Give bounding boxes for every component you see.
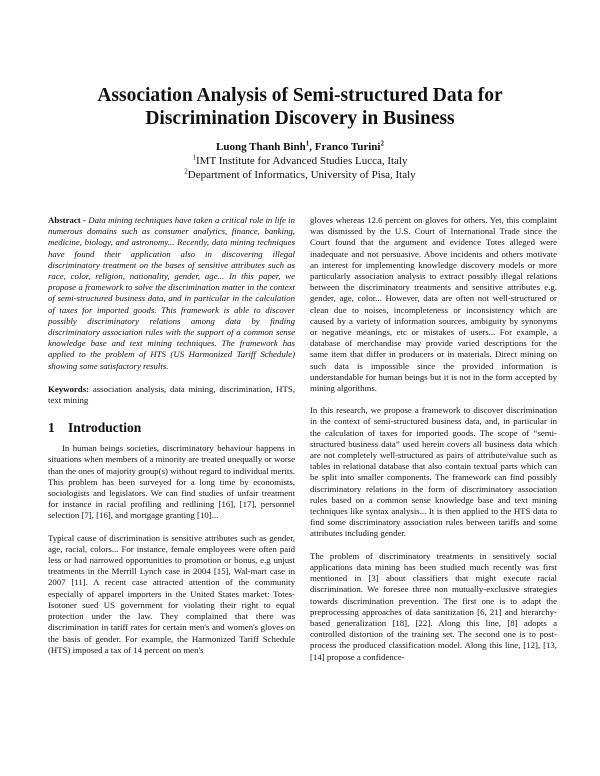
section-number: 1 bbox=[48, 420, 55, 436]
author-1: Luong Thanh Binh bbox=[216, 141, 306, 153]
intro-paragraph-4: In this research, we propose a framework to discover discrimination in the context of semi-structured business data, and, in particular in the calculation of taxes for imported goods. The scope of “semi-structured business data” used herein covers all business data which are not completely well-structured as pairs of attribute/value such as tables in relational database that also contain textual parts which can be split into smaller components. The framework can find possibly discriminatory relations in the form of discriminatory association rules based on a common sense knowledge base and text mining techniques like syntax analysis... It is then applied to the HTS data to find some discriminatory association rules between tariffs and some attributes including gender. bbox=[310, 405, 557, 539]
left-column bbox=[48, 215, 295, 667]
intro-paragraph-2: Typical cause of discrimination is sensitive attributes such as gender, age, racial, colors... For instance, female employees were often paid less or had narrowed opportunities to promotion or bonus, e.g unjust treatments in the Merrill Lynch case in 2004 [15], Wal-mart case in 2007 [11]. A recent case attracted attention of the community especially of apparel importers in the United States market: Totes-Isotoner sued US government for violating their right to equal protection under the law. They complained that there was discrimination in tariff rates for certain men's and women's gloves on the basis of gender. For example, the Harmonized Tariff Schedule (HTS) imposed a tax of 14 percent on men's bbox=[48, 532, 295, 655]
author-names bbox=[60, 140, 540, 154]
abstract bbox=[48, 215, 295, 372]
affiliation-2 bbox=[60, 168, 540, 182]
author-2-mark: 2 bbox=[380, 139, 384, 148]
author-2: Franco Turini bbox=[314, 141, 381, 153]
affiliation-2-text: Department of Informatics, University of Pisa, Italy bbox=[187, 169, 416, 181]
section-title: Introduction bbox=[68, 420, 142, 436]
section-heading-introduction bbox=[48, 420, 295, 436]
abstract-label: Abstract - bbox=[48, 215, 86, 225]
right-column bbox=[310, 215, 557, 674]
affiliation-2-mark: 2 bbox=[184, 167, 188, 176]
affiliation-1-mark: 1 bbox=[192, 153, 196, 162]
affiliation-1 bbox=[60, 154, 540, 168]
intro-paragraph-1: In human beings societies, discriminatory behaviour happens in situations when members of a minority are treated unequally or worse than the ones of majority group(s) without regard to individual merits. This problem has been surveyed for a long time by economists, sociologists and legislators. We can find studies of unfair treatment for instance in racial profiling and redlining [16], [17], personnel selection [7], [16], and mortgage granting [10]... bbox=[48, 443, 295, 521]
keywords-text: association analysis, data mining, discrimination, HTS, text mining bbox=[48, 383, 295, 406]
author-block bbox=[60, 140, 540, 182]
intro-paragraph-3: gloves whereas 12.6 percent on gloves for others. Yet, this complaint was dismissed by the U.S. Court of International Trade since the Court found that the argument and evidence Totes alleged were inadequate and not persuasive. Above incidents and others motivate an interest for implementing knowledge discovery models or more particularly association analysis to extract possibly illegal relations between the discriminatory treatments and sensitive attributes e.g. gender, age, color... However, data are often not well-structured or clean due to noises, incompleteness or inconsistency which are caused by a variety of information sources, ambiguity by synonyms or negative meanings, etc or mistakes of users... For example, a database of merchandise may provide varied descriptions for the same item that differ in producers or in materials. Direct mining on such data is impossible since the provided information is understandable for human beings but it is not in the form accepted by mining algorithms. bbox=[310, 215, 557, 394]
keywords-label: Keywords: bbox=[48, 383, 90, 394]
affiliation-1-text: IMT Institute for Advanced Studies Lucca, Italy bbox=[196, 155, 408, 167]
intro-paragraph-5: The problem of discriminatory treatments in sensitively social applications data mining has been studied much recently was first mentioned in [3] about classifiers that might execute racial discrimination. We foresee three non mutually-exclusive strategies towards discrimination prevention. The first one is to adapt the preprocessing approaches of data sanitization [6, 21] and hierarchy-based generalization [18], [22]. Along this line, [8] adopts a controlled distortion of the training set. The second one is to post-process the produced classification model. Along this line, [12], [13, [14] propose a confidence- bbox=[310, 550, 557, 662]
author-1-mark: 1 bbox=[305, 139, 310, 148]
keywords bbox=[48, 384, 295, 406]
author-separator: , bbox=[309, 141, 315, 153]
paper-title: Association Analysis of Semi-structured Data for Discrimination Discovery in Business bbox=[97, 85, 503, 129]
abstract-text: Data mining techniques have taken a critical role in life in numerous domains such as consumer analytics, finance, banking, medicine, biology, and astronomy... Recently, data mining techniques have found their application also in discovering illegal discriminatory treatment on the bases of sensitive attributes such as race, color, religion, nationality, gender, age... In this paper, we propose a framework to solve the discrimination matter in the context of semi-structured business data, and in particular in the calculation of taxes for imported goods. This framework is able to discover possibly discriminatory relations among data by finding discriminatory association rules with the support of a common sense knowledge base and text mining techniques. The framework has applied to the problem of HTS (US Harmonized Tariff Schedule) showing some satisfactory results. bbox=[48, 215, 295, 371]
